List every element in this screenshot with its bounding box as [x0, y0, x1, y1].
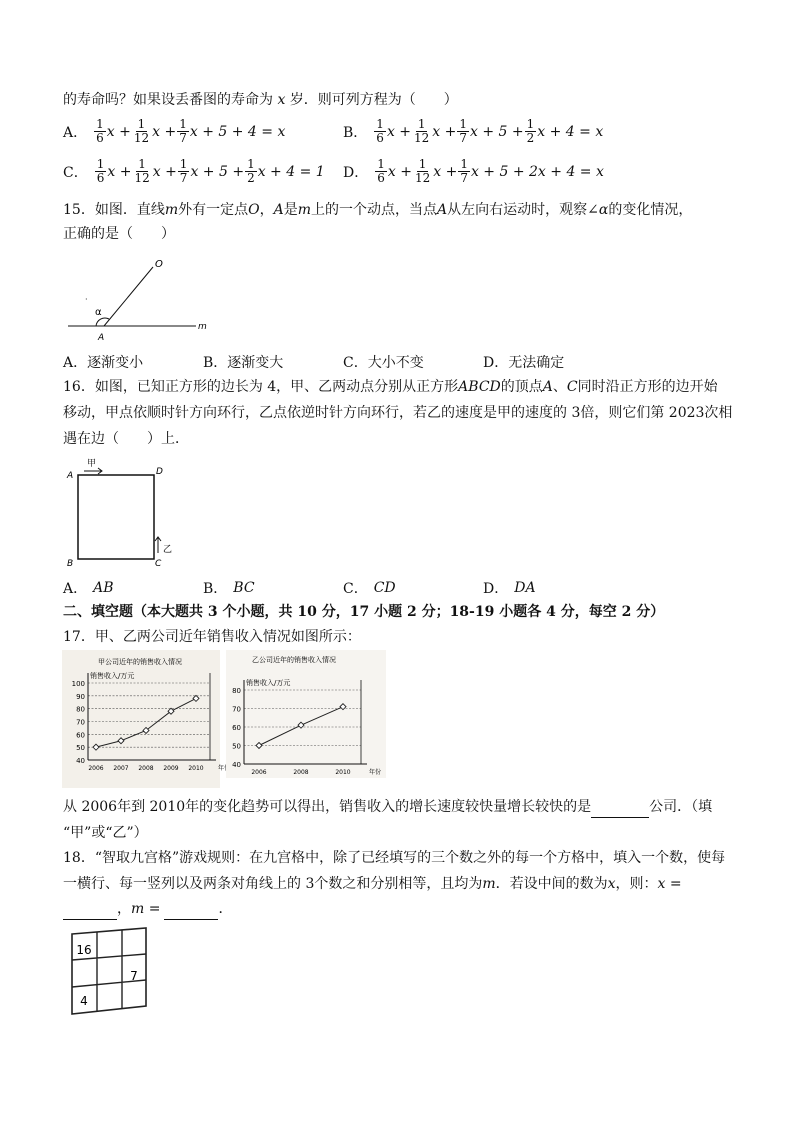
q14-option-c[interactable]: [63, 158, 325, 185]
expr-text: x + 4 = 1: [257, 163, 325, 180]
q18-stem-line1: 18．“智取九宫格”游戏规则：在九宫格中，除了已经填写的三个数之外的每一个方格中，填入一个数，使每: [63, 850, 726, 866]
q17-answer-blank[interactable]: [591, 797, 649, 818]
series-line: [96, 698, 196, 747]
section-heading: 二、填空题（本大题共 3 个小题，共 10 分，17 小题 2 分；18-19 小题各 4 分，每空 2 分）: [63, 604, 665, 620]
ray-ao: [104, 267, 153, 326]
fraction: $\frac{1}{7}$: [460, 157, 468, 185]
data-point: [298, 722, 304, 728]
q18-m-blank[interactable]: [164, 899, 218, 920]
option-label: C．: [63, 164, 88, 181]
q15-option-c[interactable]: C．大小不变: [343, 355, 424, 371]
x-axis-label: 年份: [218, 765, 231, 772]
x-tick-label: 2010: [335, 769, 351, 776]
x-tick-label: 2006: [88, 765, 104, 772]
q17-answer-line1: 从 2006年到 2010年的变化趋势可以得出，销售收入的增长速度较快量增长较快的是 公司．（填: [63, 797, 712, 818]
grid-number: 16: [76, 943, 92, 957]
square-abcd: [78, 475, 154, 559]
q15-angle-figure: [60, 255, 220, 345]
expr-text: x +: [107, 163, 132, 180]
q15-option-d[interactable]: D．无法确定: [483, 355, 565, 371]
y-tick-label: 50: [232, 742, 241, 751]
fraction: $\frac{1}{12}$: [134, 157, 150, 185]
q15-stem-line1: 15．如图．直线m外有一定点O，A是m上的一个动点，当点A从左向右运动时，观察∠α的变化情况，: [63, 202, 693, 218]
fraction: $\frac{1}{6}$: [377, 157, 385, 185]
label-d: D: [156, 467, 163, 477]
y-tick-label: 60: [232, 724, 241, 732]
q14-stem: 的寿命吗？如果设丢番图的寿命为 x 岁．则可列方程为（ ）: [63, 92, 458, 108]
q16-option-c[interactable]: C． CD: [343, 580, 396, 597]
option-label: D．: [343, 164, 369, 181]
expr-text: x +: [152, 123, 177, 140]
label-yi: 乙: [163, 545, 173, 555]
chart-title: 甲公司近年的销售收入情况: [98, 658, 182, 666]
expr-text: x + 5 + 2x + 4 = x: [470, 163, 604, 180]
data-point: [193, 695, 199, 701]
y-tick-label: 100: [71, 680, 85, 688]
q16-square-figure: [62, 455, 182, 575]
q16-option-b[interactable]: B． BC: [203, 580, 255, 597]
data-point: [256, 743, 262, 749]
q15-option-a[interactable]: A．逐渐变小: [63, 355, 144, 371]
y-axis-label: 销售收入/万元: [90, 672, 135, 680]
grid-number: 7: [130, 969, 138, 983]
x-tick-label: 2008: [293, 769, 309, 776]
fraction: $\frac{1}{6}$: [376, 117, 384, 145]
expr-text: x +: [152, 163, 177, 180]
q17-answer-line2: “甲”或“乙”）: [63, 825, 148, 841]
chart-title: 乙公司近年的销售收入情况: [252, 656, 336, 664]
q14-option-b[interactable]: [343, 118, 603, 145]
expr-text: x +: [386, 123, 412, 140]
fraction: $\frac{1}{2}$: [526, 117, 535, 145]
q16-option-d[interactable]: D． DA: [483, 580, 536, 597]
data-point: [118, 738, 124, 744]
q18-stem-line3: ，m = ．: [63, 899, 232, 920]
fraction: $\frac{1}{12}$: [414, 157, 431, 185]
y-tick-label: 60: [76, 731, 85, 740]
q16-stem-line2: 移动，甲点依顺时针方向环行，乙点依逆时针方向环行，若乙的速度是甲的速度的 3倍，则它们第 2023次相: [63, 405, 733, 421]
chart-jia: [62, 650, 231, 788]
fraction: $\frac{1}{7}$: [179, 117, 187, 145]
expr-text: x +: [433, 163, 458, 180]
expr-text: x +: [387, 163, 412, 180]
x-tick-label: 2008: [138, 765, 154, 772]
y-axis-label: 销售收入/万元: [246, 679, 291, 687]
expr-text: x +: [432, 123, 457, 140]
x-tick-label: 2007: [113, 765, 129, 772]
expr-text: x + 5 +: [190, 163, 245, 180]
q15-option-b[interactable]: B．逐渐变大: [203, 355, 284, 371]
q18-x-blank[interactable]: [63, 899, 117, 920]
data-point: [93, 744, 99, 750]
y-tick-label: 80: [76, 705, 85, 714]
fraction: $\frac{1}{7}$: [459, 117, 468, 145]
q15-stem-line2: 正确的是（ ）: [63, 226, 175, 242]
q17-stem: 17．甲、乙两公司近年销售收入情况如图所示：: [63, 629, 361, 645]
y-tick-label: 40: [76, 757, 85, 765]
y-tick-label: 40: [232, 761, 241, 769]
y-tick-label: 50: [76, 744, 85, 753]
q18-stem-line2: 一横行、每一竖列以及两条对角线上的 3个数之和分别相等，且均为m．若设中间的数为x，则：x =: [63, 876, 682, 892]
option-label: A．: [63, 124, 88, 141]
y-tick-label: 80: [232, 687, 241, 695]
fraction: $\frac{1}{12}$: [414, 117, 430, 145]
q16-option-a[interactable]: A． AB: [63, 580, 114, 597]
expr-text: x + 4 = x: [537, 123, 604, 140]
data-point: [340, 704, 346, 710]
q16-stem-line3: 遇在边（ ）上．: [63, 431, 189, 447]
expr-text: x + 5 +: [470, 123, 524, 140]
x-axis-label: 年份: [369, 769, 382, 776]
grid-number: 4: [80, 994, 88, 1008]
label-a: A: [98, 333, 105, 343]
x-tick-label: 2010: [188, 765, 204, 772]
arrow-yi-icon: [155, 537, 161, 553]
label-b: B: [67, 559, 74, 569]
fraction: $\frac{1}{12}$: [133, 117, 150, 145]
y-tick-label: 70: [232, 705, 241, 714]
fraction: $\frac{1}{6}$: [96, 117, 104, 145]
label-c: C: [155, 559, 162, 569]
q18-magic-square: [66, 924, 152, 1020]
expr-text: x + 5 + 4 = x: [189, 123, 286, 140]
y-tick-label: 70: [76, 718, 85, 727]
label-m: m: [198, 322, 207, 332]
fraction: $\frac{1}{2}$: [247, 157, 255, 185]
stray-dot: ·: [85, 295, 88, 304]
q16-stem-line1: 16．如图，已知正方形的边长为 4，甲、乙两动点分别从正方形ABCD的顶点A、C同时沿正方形的边开始: [63, 379, 718, 395]
fraction: $\frac{1}{6}$: [96, 157, 105, 185]
option-label: B．: [343, 124, 368, 141]
label-jia: 甲: [87, 459, 97, 469]
q14-option-d[interactable]: [343, 158, 604, 185]
x-tick-label: 2009: [163, 765, 179, 772]
fraction: $\frac{1}{7}$: [179, 157, 188, 185]
label-a: A: [67, 471, 74, 481]
label-o: O: [155, 259, 163, 270]
label-alpha: α: [95, 307, 102, 318]
q14-option-a[interactable]: [63, 118, 285, 145]
chart-yi: [226, 650, 386, 778]
expr-text: x +: [106, 123, 131, 140]
y-tick-label: 90: [76, 692, 85, 701]
x-tick-label: 2006: [251, 769, 267, 776]
